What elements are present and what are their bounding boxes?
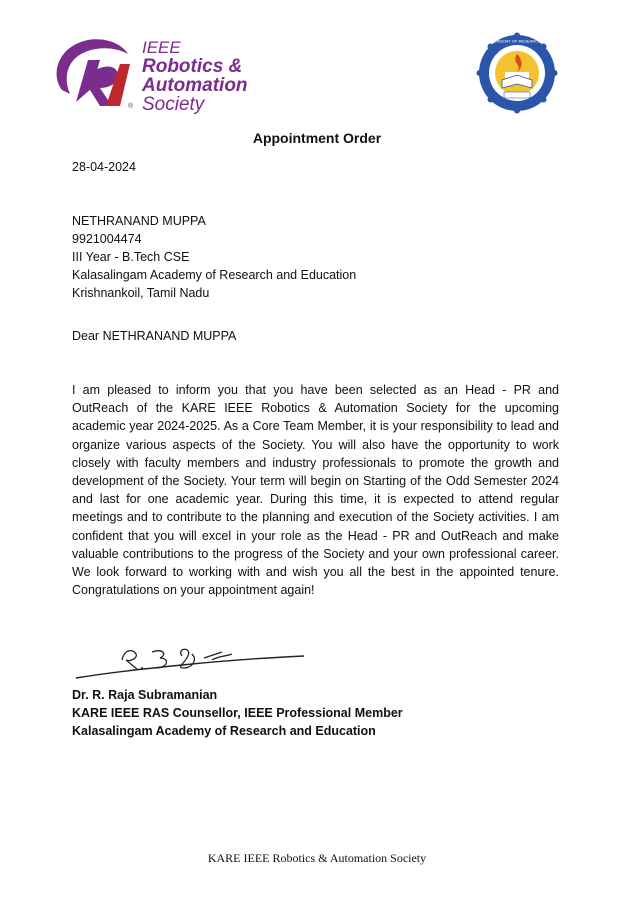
signatory-institution: Kalasalingam Academy of Research and Education [72, 724, 376, 738]
letter-title: Appointment Order [252, 130, 382, 146]
logo-line-ieee: IEEE [142, 38, 181, 57]
svg-text:®: ® [128, 103, 134, 110]
signatory-block [72, 686, 403, 740]
university-seal-icon [459, 34, 575, 112]
signature-image [72, 638, 308, 684]
letter-body: I am pleased to inform you that you have been selected as an Head - PR and OutReach of the KARE IEEE Robotics & Automation Society for the upcoming academic year 2024-2025. As a Core Team Member, it is your responsibility to lead and organize various aspects of the Society. You will also have the opportunity to work closely with faculty members and industry professionals to promote the growth and development of the Society. Your term will begin on Starting of the Odd Semester 2024 and last for one academic year. During this time, it is expected to attend regular meetings and to contribute to the planning and execution of the Society activities. I am confident that you will excel in your role as the Head - PR and OutReach and make valuable contributions to the progress of the Society and your own professional career. We look forward to working with and wish you all the best in the appointed tenure. Congratulations on your appointment again! [72, 383, 559, 598]
recipient-name: NETHRANAND MUPPA [72, 214, 206, 228]
seal-text: KALASALINGAM ACADEMY OF RESEARCH AND EDUCATION [459, 38, 575, 44]
signatory-role: KARE IEEE RAS Counsellor, IEEE Professional Member [72, 706, 403, 720]
ieee-ras-logo [48, 34, 248, 114]
logo-line-robotics: Robotics & [142, 56, 243, 77]
letter-date: 28-04-2024 [72, 160, 136, 174]
recipient-institution: Kalasalingam Academy of Research and Education [72, 268, 357, 282]
page-footer: KARE IEEE Robotics & Automation Society [207, 851, 427, 865]
ras-mark-icon [48, 34, 136, 112]
recipient-year: III Year - B.Tech CSE [72, 250, 190, 264]
recipient-location: Krishnankoil, Tamil Nadu [72, 286, 210, 300]
recipient-id: 9921004474 [72, 232, 142, 246]
ras-wordmark [142, 38, 248, 114]
recipient-address [72, 212, 356, 302]
signatory-name: Dr. R. Raja Subramanian [72, 688, 218, 702]
logo-line-automation: Automation [142, 75, 248, 96]
salutation: Dear NETHRANAND MUPPA [72, 329, 237, 343]
logo-line-society: Society [142, 94, 205, 115]
